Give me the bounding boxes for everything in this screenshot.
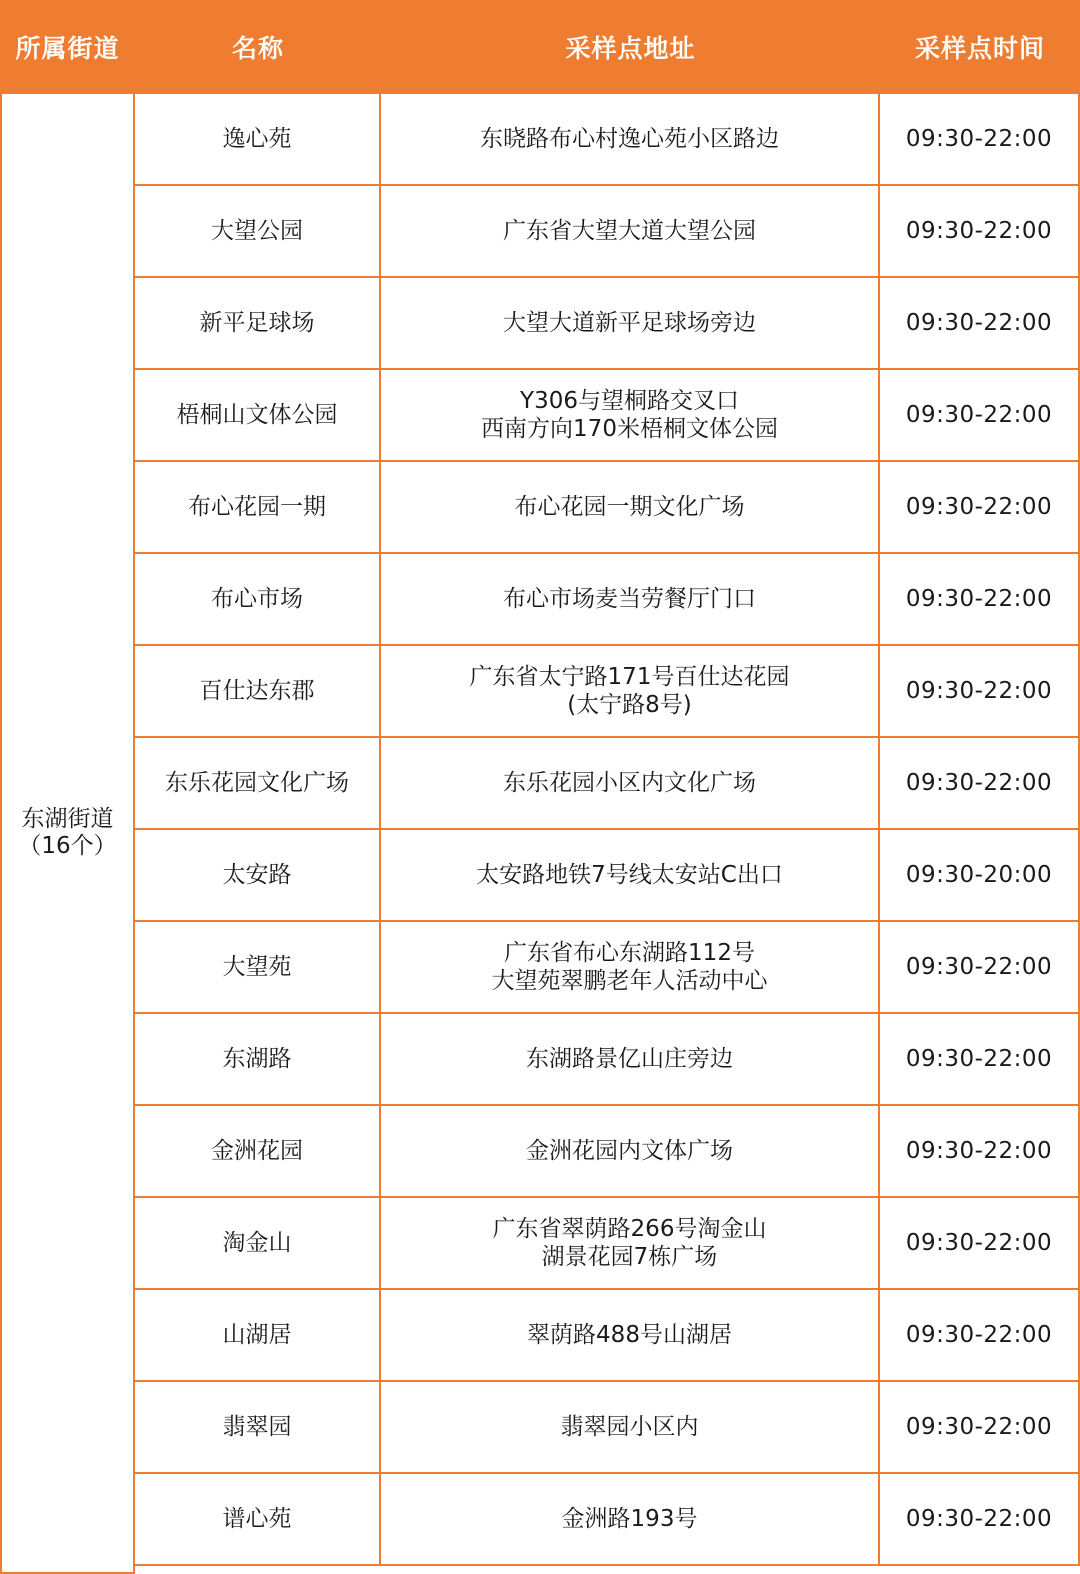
site-address [381,278,880,370]
site-address [381,830,880,922]
site-address-line: 东湖路景亿山庄旁边 [526,1046,733,1072]
site-address [381,370,880,462]
header-district: 所属街道 [15,34,120,63]
site-address [381,94,880,186]
site-name: 山湖居 [135,1290,381,1382]
site-name: 大望苑 [135,922,381,1014]
site-address [381,462,880,554]
site-address [381,646,880,738]
table-row [135,1382,1080,1474]
site-address-line: 翠荫路488号山湖居 [527,1322,732,1348]
site-name: 百仕达东郡 [135,646,381,738]
site-time: 09:30-22:00 [880,554,1080,646]
site-address-line: Y306与望桐路交叉口 [520,388,739,414]
site-time: 09:30-22:00 [880,738,1080,830]
site-name: 梧桐山文体公园 [135,370,381,462]
site-address-line: 布心市场麦当劳餐厅门口 [503,586,756,612]
site-address-line: 广东省太宁路171号百仕达花园 [469,664,790,690]
site-time: 09:30-22:00 [880,278,1080,370]
table-row [135,922,1080,1014]
table-row [135,1198,1080,1290]
site-name: 翡翠园 [135,1382,381,1474]
district-name: 东湖街道 [21,806,114,832]
site-address-line: 布心花园一期文化广场 [514,494,745,520]
site-name: 逸心苑 [135,94,381,186]
site-time: 09:30-22:00 [880,922,1080,1014]
site-name: 金洲花园 [135,1106,381,1198]
site-address [381,554,880,646]
site-name: 东乐花园文化广场 [135,738,381,830]
district-cell [0,94,135,1574]
site-address-line: 西南方向170米梧桐文体公园 [481,416,778,442]
site-time: 09:30-22:00 [880,462,1080,554]
site-name: 大望公园 [135,186,381,278]
site-address-line: 广东省大望大道大望公园 [503,218,756,244]
table-row [135,646,1080,738]
header-address: 采样点地址 [565,34,696,63]
site-name: 太安路 [135,830,381,922]
site-address-line: 翡翠园小区内 [560,1414,699,1440]
site-time: 09:30-22:00 [880,94,1080,186]
site-time: 09:30-22:00 [880,1198,1080,1290]
site-time: 09:30-22:00 [880,1014,1080,1106]
site-address-line: 金洲花园内文体广场 [526,1138,733,1164]
site-address-line: 湖景花园7栋广场 [541,1244,718,1270]
site-name: 布心花园一期 [135,462,381,554]
site-address-line: 大望苑翠鹏老年人活动中心 [491,968,768,994]
site-address [381,1290,880,1382]
site-address [381,186,880,278]
table-row [135,554,1080,646]
site-time: 09:30-22:00 [880,1106,1080,1198]
site-address [381,738,880,830]
site-time: 09:30-22:00 [880,1290,1080,1382]
table-row [135,830,1080,922]
site-address [381,1014,880,1106]
site-address-line: 金洲路193号 [561,1506,698,1532]
table-row [135,1106,1080,1198]
site-address-line: (太宁路8号) [567,692,692,718]
site-name: 布心市场 [135,554,381,646]
site-name: 东湖路 [135,1014,381,1106]
table-row [135,738,1080,830]
site-address-line: 广东省翠荫路266号淘金山 [492,1216,767,1242]
site-name: 谱心苑 [135,1474,381,1566]
site-address [381,1474,880,1566]
table-row [135,1014,1080,1106]
table-row [135,1474,1080,1566]
table-row [135,94,1080,186]
table-header [0,0,1080,94]
site-time: 09:30-20:00 [880,830,1080,922]
table-row [135,462,1080,554]
site-name: 淘金山 [135,1198,381,1290]
header-time: 采样点时间 [914,34,1045,63]
table-row [135,186,1080,278]
site-address-line: 广东省布心东湖路112号 [504,940,755,966]
site-address-line: 大望大道新平足球场旁边 [503,310,756,336]
site-address [381,1198,880,1290]
site-time: 09:30-22:00 [880,186,1080,278]
site-address-line: 太安路地铁7号线太安站C出口 [476,862,783,888]
site-address [381,1382,880,1474]
site-time: 09:30-22:00 [880,1474,1080,1566]
table-body [135,94,1080,1566]
site-time: 09:30-22:00 [880,1382,1080,1474]
site-time: 09:30-22:00 [880,370,1080,462]
district-count: （16个） [18,833,117,859]
header-name: 名称 [231,34,284,63]
table-row [135,1290,1080,1382]
table-row [135,278,1080,370]
site-name: 新平足球场 [135,278,381,370]
table-row [135,370,1080,462]
site-address-line: 东乐花园小区内文化广场 [503,770,756,796]
site-address [381,1106,880,1198]
site-time: 09:30-22:00 [880,646,1080,738]
site-address-line: 东晓路布心村逸心苑小区路边 [480,126,779,152]
site-address [381,922,880,1014]
